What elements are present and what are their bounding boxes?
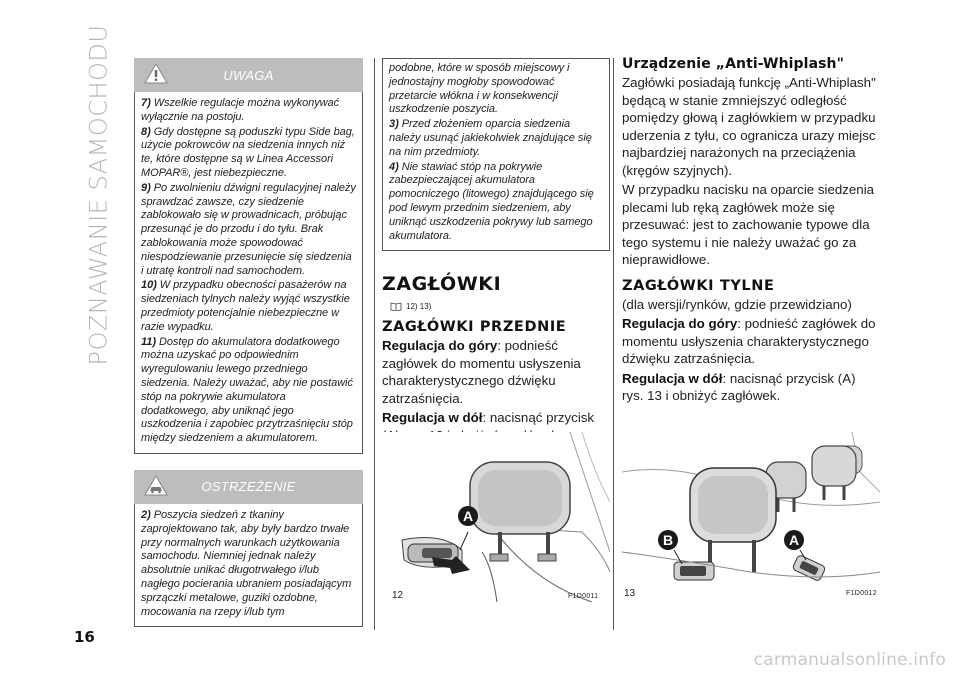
callout-b: B — [662, 532, 674, 548]
column-divider — [374, 58, 375, 630]
continued-warning-box — [382, 58, 610, 251]
figure-13-code: F1D0012 — [846, 590, 877, 597]
uwaga-item: 8) Gdy dostępne są poduszki typu Side bag, użycie pokrowców na siedzenia innych niż te, które dostępne są w Linea Accessori MOPAR®, jest niebezpieczne. — [141, 125, 355, 179]
uwaga-item: 9) Po zwolnieniu dźwigni regulacyjnej należy sprawdzać zawsze, czy siedzenie zablokowało się w prowadnicach, próbując przesunąć je do przodu i do tyłu. Brak zablokowania może spowodować niespodziewanie przesunięcie się siedzenia i utratę kontroli nad samochodem. — [141, 181, 356, 277]
warning-triangle-icon — [144, 62, 168, 86]
uwaga-item: 10) W przypadku obecności pasażerów na siedzeniach tylnych należy wyjąć wszystkie przedmioty potencjalnie niebezpieczne w razie wypadku. — [141, 279, 350, 333]
callout-a: A — [788, 532, 800, 548]
tylne-down-paragraph: Regulacja w dół: nacisnąć przycisk (A) rys. 13 i obniżyć zagłówek. — [622, 370, 856, 403]
ostrzezenie-header — [134, 470, 363, 504]
page-number: 16 — [74, 628, 95, 646]
figure-12-number: 12 — [392, 590, 404, 601]
warning-item: 4) Nie stawiać stóp na pokrywie zabezpieczającej akumulatora pomocniczego (litowego) znajdującego się pod lewym przednim siedzeniem, aby uniknąć uszkodzenia pokrywy lub samego akumulatora. — [389, 160, 594, 242]
figure-12-code: F1D0011 — [568, 593, 599, 600]
column-right — [622, 58, 880, 405]
przednie-down-paragraph: Regulacja w dół: nacisnąć przycisk — [382, 410, 595, 426]
figure-13-number: 13 — [624, 588, 636, 599]
zaglowki-refs: 12) 13) — [390, 301, 610, 311]
ostrzezenie-item: 2) Poszycia siedzeń z tkaniny zaprojektowano tak, aby były bardzo trwałe przy normalnych warunkach użytkowania samochodu. Niemniej jednak należy absolutnie unikać długotrwałego i/lub nagłego pocierania ubraniem posiadającym sprzączki metalowe, guziki ozdobne, mocowania na rzepy i/lub tym — [141, 508, 352, 618]
uwaga-box — [134, 92, 363, 454]
figure-12 — [382, 432, 610, 602]
ostrzezenie-title: OSTRZEŻENIE — [201, 479, 296, 495]
side-section-title: POZNAWANIE SAMOCHODU — [84, 24, 112, 366]
przednie-up-paragraph: Regulacja do góry: podnieść zagłówek do momentu usłyszenia charakterystycznego dźwięku zatrzaśnięcia. — [382, 338, 581, 406]
warning-continued-text: podobne, które w sposób miejscowy i jednostajny mogłoby spowodować przetarcie włókna i w konsekwencji uszkodzenie poszycia. — [389, 62, 570, 116]
antiwhiplash-paragraph-2: W przypadku nacisku na oparcie siedzenia plecami lub ręką zagłówek może się przesuwać: jest to zachowanie typowe dla tego systemu i nie należy uważać go za nieprawidłowe. — [622, 182, 875, 267]
car-warning-icon — [144, 474, 168, 498]
tylne-subtitle: (dla wersji/rynków, gdzie przewidziano) — [622, 296, 852, 312]
warning-item: 3) Przed złożeniem oparcia siedzenia należy usunąć jakiekolwiek znajdujące się na nim przedmioty. — [389, 118, 592, 158]
uwaga-item: 11) Dostęp do akumulatora dodatkowego można uzyskać po odpowiednim wyregulowaniu lewego przedniego siedzenia. Należy uważać, aby nie postawić stóp na pokrywie akumulatora dodatkowego, aby uniknąć jego uszkodzenia i zapobiec przytrzaśnięciu stóp między siedzeniem a akumulatorem. — [141, 335, 353, 445]
column-left — [134, 58, 363, 627]
callout-a: A — [462, 508, 474, 524]
column-divider — [613, 58, 614, 630]
zaglowki-title: ZAGŁÓWKI — [382, 273, 502, 296]
watermark: carmanualsonline.info — [753, 650, 946, 670]
figure-13 — [622, 432, 880, 592]
uwaga-item: 7) Wszelkie regulacje można wykonywać wyłącznie na postoju. — [141, 97, 340, 123]
tylne-up-paragraph: Regulacja do góry: podnieść zagłówek do momentu usłyszenia charakterystycznego dźwięku zatrzaśnięcia. — [622, 316, 876, 366]
antiwhiplash-title: Urządzenie „Anti-Whiplash" — [622, 56, 845, 72]
ostrzezenie-box — [134, 504, 363, 627]
uwaga-title: UWAGA — [223, 67, 274, 83]
uwaga-header — [134, 58, 363, 92]
book-icon — [390, 301, 402, 311]
zaglowki-tylne-title: ZAGŁÓWKI TYLNE — [622, 277, 775, 294]
zaglowki-przednie-title: ZAGŁÓWKI PRZEDNIE — [382, 319, 567, 336]
column-middle — [382, 58, 610, 444]
antiwhiplash-paragraph-1: Zagłówki posiadają funkcję „Anti-Whiplash" będącą w stanie zmniejszyć odległość pomiędzy głową i zagłówkiem w przypadku uderzenia z tyłu, co ogranicza urazy miejsc najbardziej narażonych na przeciążenia (kręgów szyjnych). — [622, 75, 876, 178]
